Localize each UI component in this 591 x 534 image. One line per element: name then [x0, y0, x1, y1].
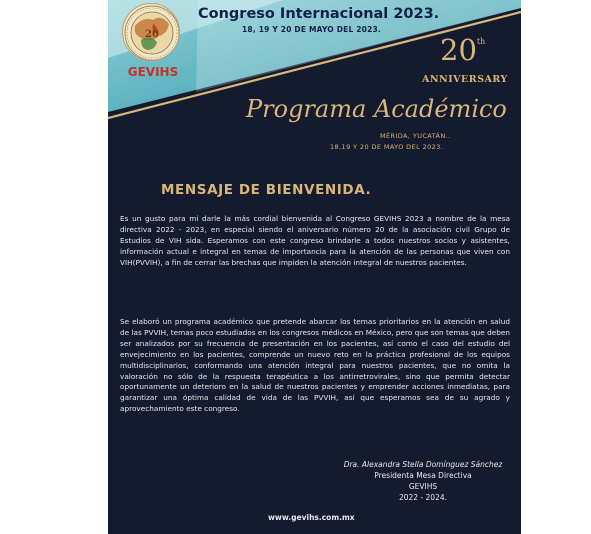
event-dates: 18,19 Y 20 DE MAYO DEL 2023. — [330, 143, 444, 151]
welcome-heading: MENSAJE DE BIENVENIDA. — [161, 182, 372, 198]
gevihs-logo — [122, 3, 180, 61]
signature-organization: GEVIHS — [408, 482, 438, 491]
congress-dates: 18, 19 Y 20 DE MAYO DEL 2023. — [242, 25, 381, 34]
signature-block — [308, 459, 521, 503]
anniversary-label: ANNIVERSARY — [422, 74, 508, 85]
anniversary-number — [440, 33, 486, 67]
anniversary-suffix: th — [476, 37, 486, 46]
document-page — [108, 0, 521, 534]
welcome-paragraph-1: Es un gusto para mi darle la más cordial bienvenida al Congreso GEVIHS 2023 a nombre de la mesa directiva 2022 - 2023, en especial siendo el aniversario número 20 de la asociación civil Grupo de Estudios de VIH sida. Esperamos con este congreso brindarle a todos nuestros socios y asistentes, información actual e integral en temas de importancia para la atención de las personas que viven con VIH(PVVIH), a fin de cerrar las brechas que impiden la atención integral de nuestros pacientes. — [120, 214, 510, 267]
signature-name: Dra. Alexandra Stella Domínguez Sánchez — [343, 460, 503, 469]
svg-text:20: 20 — [145, 29, 159, 40]
welcome-paragraph-2: Se elaboró un programa académico que pretende abarcar los temas prioritarios en la atención en salud de las PVVIH, temas poco estudiados en los congresos médicos en México, pero que son temas que deben ser analizados por su frecuencia de presentación en los pacientes, así como el caso del estudio del envejecimiento en los pacientes, comprende un nuevo reto en la práctica profesional de los equipos multidisciplinarios, conformando una atención integral para nuestros pacientes, que no omita la valoración no sólo de la respuesta terapéutica a los antirretrovirales, sino que permita detectar oportunamente un deterioro en la salud de nuestros pacientes y emprender acciones inmediatas, para garantizar una óptima calidad de vida de las PVVIH, así que esperamos sea de su agrado y aprovechamiento este congreso. — [120, 317, 510, 414]
event-location: MÉRIDA, YUCATÁN.. — [380, 132, 451, 140]
signature-role: Presidenta Mesa Directiva — [374, 471, 472, 480]
website-link[interactable]: www.gevihs.com.mx — [268, 513, 355, 522]
signature-term: 2022 - 2024. — [398, 493, 448, 502]
logo-label: GEVIHS — [127, 65, 179, 79]
congress-title: Congreso Internacional 2023. — [198, 6, 440, 22]
program-title: Programa Académico — [246, 95, 507, 123]
anniversary-number-value: 20 — [440, 33, 477, 67]
